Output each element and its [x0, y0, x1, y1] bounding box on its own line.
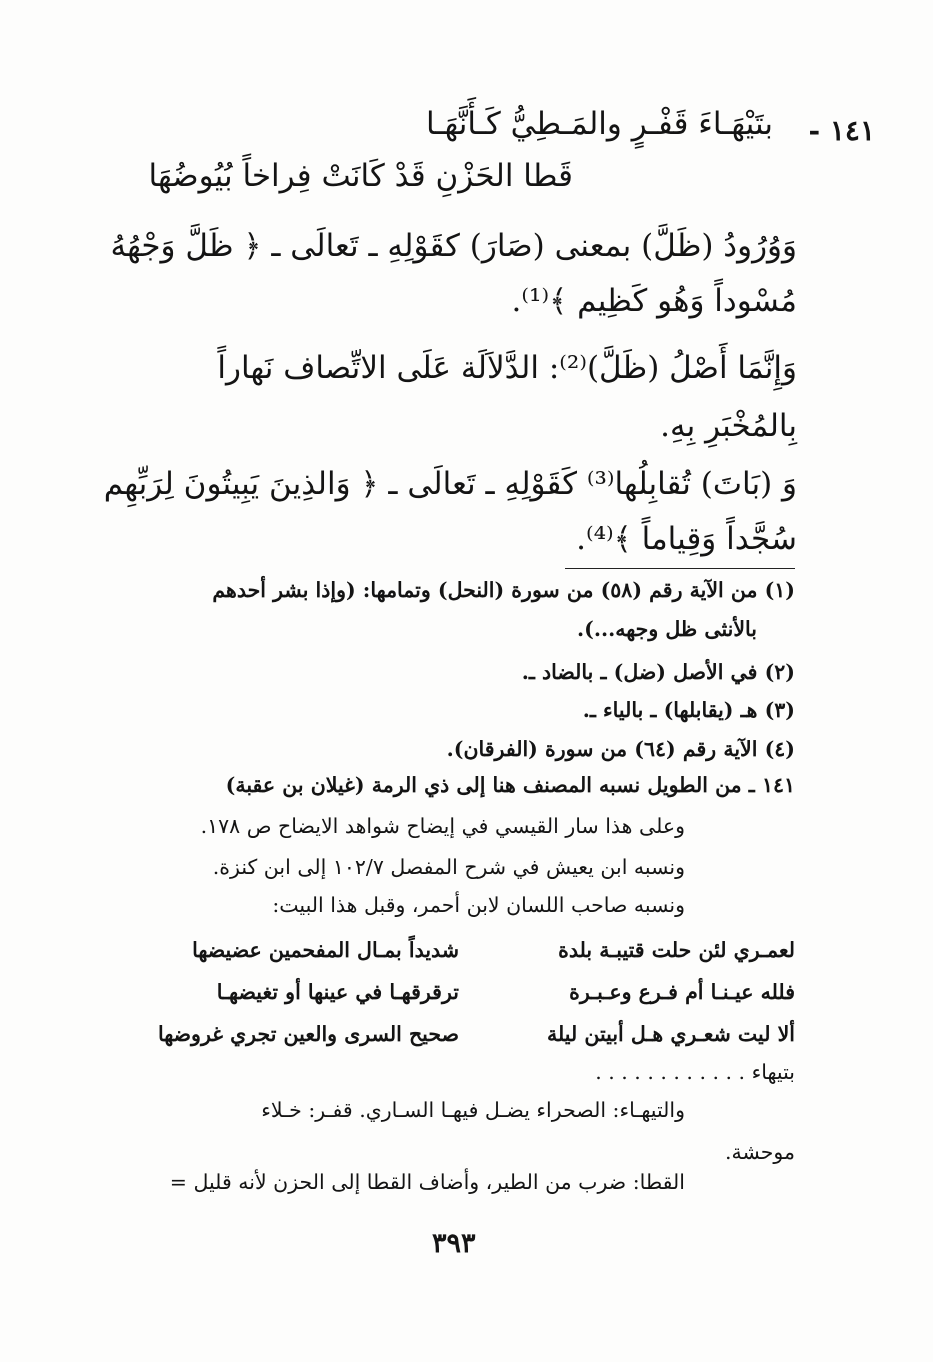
commentary-line-4: ونسبه صاحب اللسان لابن أحمر، وقبل هذا البيت:: [272, 893, 685, 917]
commentary-line-3: ونسبه ابن يعيش في شرح المفصل ١٠٢/٧ إلى ابن كنزة.: [212, 855, 685, 879]
poem-line-3-second-half: صحيح السرى والعين تجري غروضها: [157, 1022, 459, 1046]
poem-line-2-second-half: ترقرقهـا في عينها أو تغيضهـا: [216, 980, 459, 1004]
verse-hemistich-first: بتَيْهَـاءَ قَفْـرٍ والمَـطِيُّ كَـأَنَّهَـا: [425, 106, 773, 142]
body-paragraph-3-line-2: سُجَّداً وَقِياماً ﴾⁽⁴⁾.: [576, 521, 797, 557]
body-paragraph-2-line-1: وَإِنَّمَا أَصْلُ (ظَلَّ)⁽²⁾: الدَّلاَلَة عَلَى الاتِّصاف نَهاراً: [217, 350, 797, 386]
body-paragraph-2-line-2: بِالمُخْبَرِ بِهِ.: [660, 408, 797, 444]
footnote-1-line-1: (١) من الآية رقم (٥٨) من سورة (النحل) وتمامها: (وإذا بشر أحدهم: [212, 578, 795, 602]
commentary-line-7: القطا: ضرب من الطير، وأضاف القطا إلى الحزن لأنه قليل =: [169, 1170, 685, 1194]
poem-line-4: بتيهاء . . . . . . . . . . . .: [595, 1060, 795, 1084]
poem-line-1-first-half: لعمـري لئن حلت قتيبـة بلدة: [558, 938, 795, 962]
footnote-3: (٣) هـ (يقابلها) ـ بالياء ـ.: [582, 698, 795, 722]
footnote-1-line-2: بالأنثى ظل وجهه...).: [577, 617, 757, 641]
commentary-line-6: موحشة.: [724, 1140, 795, 1164]
commentary-line-1: ١٤١ ـ من الطويل نسبه المصنف هنا إلى ذي الرمة (غيلان بن عقبة): [225, 773, 795, 797]
page-number: ٣٩٣: [432, 1228, 476, 1259]
verse-hemistich-second: قَطا الحَزْنِ قَدْ كَانَتْ فِراخاً بُيُوضُهَا: [148, 158, 573, 194]
commentary-line-5: والتيهـاء: الصحراء يضـل فيهـا السـاري. قفـر: خـلاء: [261, 1098, 685, 1122]
poem-line-2-first-half: فلله عيـنـا أم فـرع وعـبـرة: [569, 980, 795, 1004]
footnote-2: (٢) في الأصل (ضل) ـ بالضاد ـ.: [521, 660, 795, 684]
footnote-4: (٤) الآية رقم (٦٤) من سورة (الفرقان).: [446, 737, 795, 761]
poem-line-1-second-half: شديداً بمـال المفحمين عضيضها: [192, 938, 459, 962]
verse-number: ١٤١ -: [808, 114, 875, 147]
poem-line-3-first-half: ألا ليت شعـري هـل أبيتن ليلة: [547, 1022, 795, 1046]
body-paragraph-3-line-1: وَ (بَاتَ) تُقابِلُها⁽³⁾ كَقَوْلِهِ ـ تَعالَى ـ ﴿ وَالذِينَ يَبِيتُونَ لِرَبِّهِم: [103, 466, 797, 502]
commentary-line-2: وعلى هذا سار القيسي في إيضاح شواهد الايضاح ص ١٧٨.: [200, 814, 685, 838]
body-paragraph-1-line-1: وَوُرُودُ (ظَلَّ) بمعنى (صَارَ) كقَوْلِهِ ـ تَعالَى ـ ﴿ ظَلَّ وَجْهُهُ: [110, 228, 797, 264]
body-paragraph-1-line-2: مُسْوداً وَهُو كَظِيم ﴾⁽¹⁾.: [511, 283, 797, 319]
footnote-separator: [565, 568, 795, 569]
